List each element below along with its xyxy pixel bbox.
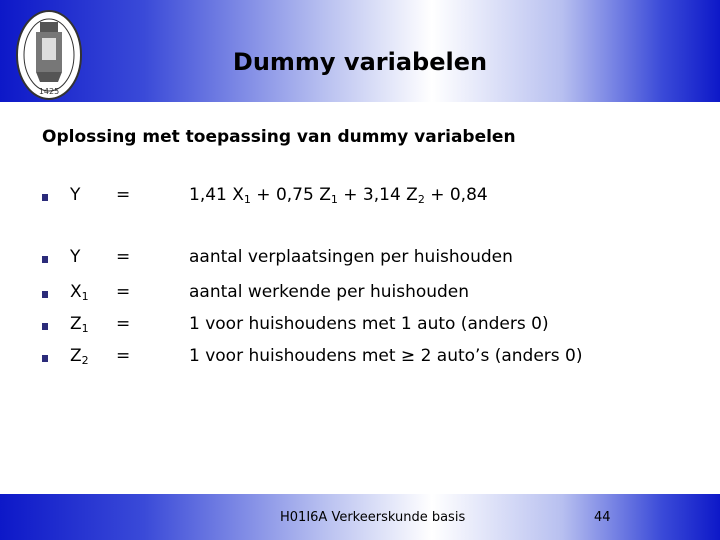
rhs-text: 1 voor huishoudens met 1 auto (anders 0) <box>189 314 549 334</box>
bullet-icon <box>42 291 48 298</box>
row-rhs <box>189 346 583 366</box>
lhs-symbol: Z <box>70 314 82 334</box>
row-equals: = <box>116 314 131 334</box>
bullet-icon <box>42 355 48 362</box>
row-equals: = <box>116 346 131 366</box>
row-equals: = <box>116 185 131 205</box>
row-rhs <box>189 282 469 302</box>
bullet-icon <box>42 194 48 201</box>
lhs-symbol: Y <box>70 185 81 205</box>
page-number: 44 <box>594 510 611 525</box>
rhs-text: 1,41 X <box>189 185 244 205</box>
seal-year: 1425 <box>38 87 60 96</box>
rhs-subscript: 1 <box>243 193 251 206</box>
rhs-text: 1 voor huishoudens met ≥ 2 auto’s (anders 0) <box>189 346 583 366</box>
lhs-subscript: 1 <box>81 290 89 303</box>
row-equals: = <box>116 247 131 267</box>
row-rhs <box>189 185 488 206</box>
rhs-subscript: 1 <box>330 193 338 206</box>
rhs-text: + 0,75 Z <box>250 185 331 205</box>
rhs-subscript: 2 <box>417 193 425 206</box>
bullet-icon <box>42 323 48 330</box>
row-lhs <box>70 282 89 303</box>
rhs-text: aantal verplaatsingen per huishouden <box>189 247 513 267</box>
rhs-text: + 0,84 <box>424 185 488 205</box>
slide-subtitle: Oplossing met toepassing van dummy variabelen <box>42 127 516 147</box>
lhs-symbol: Y <box>70 247 81 267</box>
slide-title: Dummy variabelen <box>232 48 488 76</box>
lhs-subscript: 1 <box>81 322 89 335</box>
row-lhs <box>70 314 89 335</box>
row-lhs <box>70 346 89 367</box>
row-lhs <box>70 185 80 205</box>
row-rhs <box>189 247 513 267</box>
bullet-icon <box>42 256 48 263</box>
row-lhs <box>70 247 80 267</box>
row-rhs <box>189 314 549 334</box>
lhs-subscript: 2 <box>81 354 89 367</box>
lhs-symbol: Z <box>70 346 82 366</box>
lhs-symbol: X <box>70 282 82 302</box>
rhs-text: aantal werkende per huishouden <box>189 282 470 302</box>
row-equals: = <box>116 282 131 302</box>
university-seal-logo <box>14 8 84 102</box>
rhs-text: + 3,14 Z <box>337 185 418 205</box>
course-code: H01I6A Verkeerskunde basis <box>280 510 466 525</box>
